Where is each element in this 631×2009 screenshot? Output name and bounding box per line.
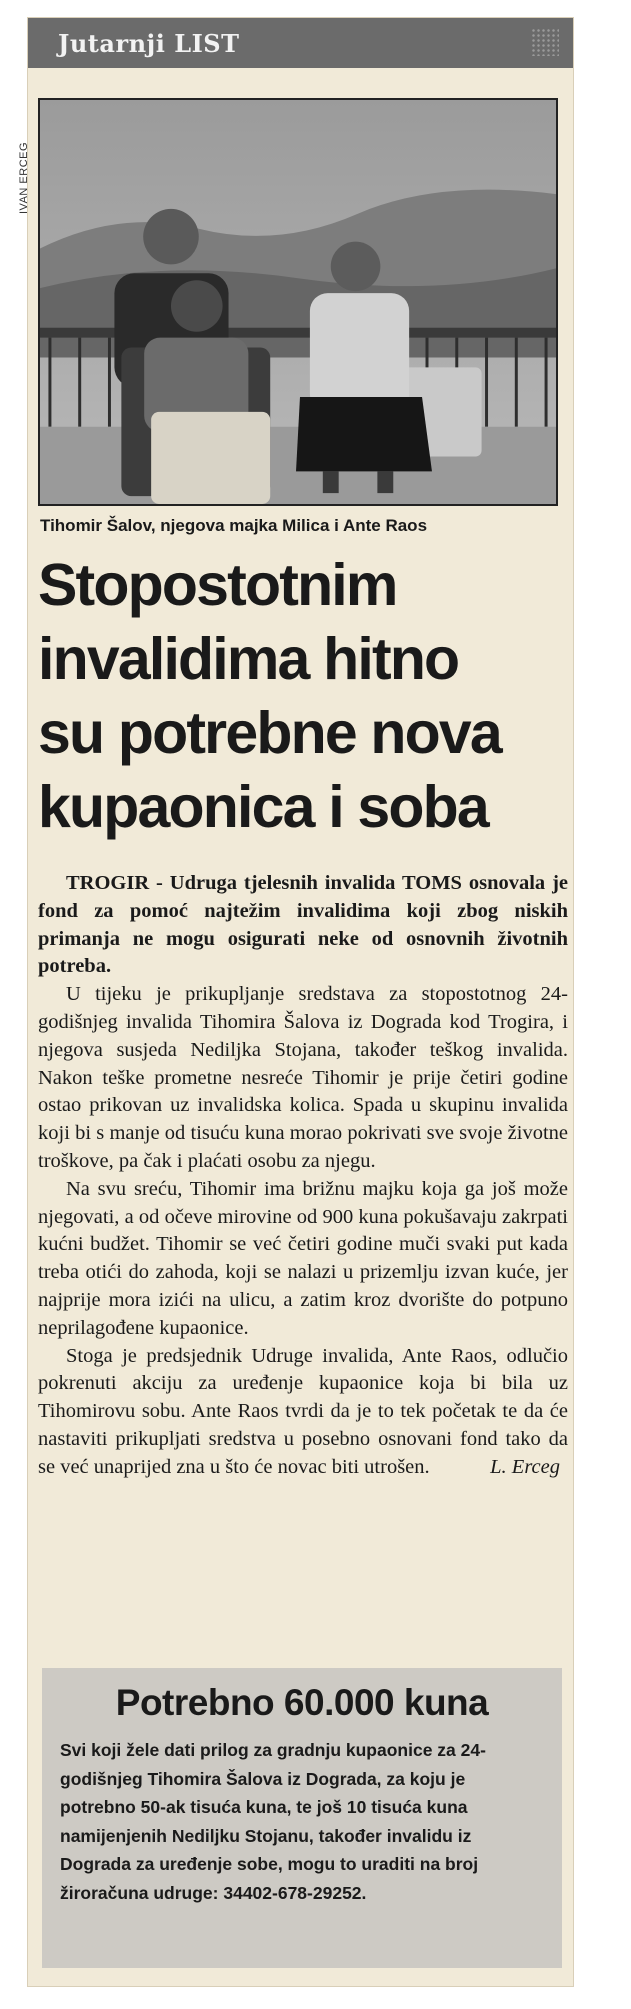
news-photo (38, 98, 558, 506)
headline-line: su potrebne nova (38, 700, 501, 766)
photo-credit-text: IVAN ERCEG (18, 141, 30, 214)
article-lead: TROGIR - Udruga tjelesnih invalida TOMS osnovala je fond za pomoć najtežim invalidima koji zbog niskih primanja ne mogu osigurati neke od osnovnih životnih potreba. (38, 872, 568, 978)
donation-box (42, 1668, 562, 1968)
photo-caption: Tihomir Šalov, njegova majka Milica i Ante Raos (40, 516, 428, 535)
donation-box-text: Svi koji žele dati prilog za gradnju kupaonice za 24-godišnjeg Tihomira Šalova iz Dograda, za koju je potrebno 50-ak tisuća kuna, te još 10 tisuća kuna namijenjenih Nediljku Stojanu, također invalidu iz Dograda za uređenje sobe, mogu to uraditi na broj žiroračuna udruge: 34402-678-29252. (60, 1740, 486, 1903)
news-photo-image (40, 100, 556, 504)
article-paragraph: Stoga je predsjednik Udruge invalida, Ante Raos, odlučio pokrenuti akciju za uređenje kupaonice koja bi bila uz Tihomirovu sobu. Ante Raos tvrdi da je to tek početak te da će nastaviti prikupljati sredstva u posebno osnovani fond tako da se već unaprijed zna u što će novac biti utrošen. (38, 1344, 568, 1478)
article-paragraph: U tijeku je prikupljanje sredstava za stopostotnog 24-godišnjeg invalida Tihomira Šalova iz Dograda kod Trogira, i njegova susjeda Nediljka Stojana, također teškog invalida. Nakon teške prometne nesreće Tihomir je prije četiri godine ostao prikovan uz invalidska kolica. Spada u skupinu invalida koji bi s manje od tisuću kuna morao pokrivati sve svoje životne troškove, pa čak i plaćati osobu za njegu. (38, 983, 568, 1172)
article-byline: L. Erceg (490, 1455, 560, 1478)
masthead (28, 18, 573, 68)
donation-box-title: Potrebno 60.000 kuna (115, 1682, 489, 1723)
headline-line: kupaonica i soba (38, 774, 488, 840)
masthead-dot-pattern (531, 28, 559, 56)
headline (38, 548, 578, 844)
headline-line: Stopostotnim (38, 552, 397, 618)
article-paragraph: Na svu sreću, Tihomir ima brižnu majku koja ga još može njegovati, a od očeve mirovine od 900 kuna pokušavaju zakrpati kućni budžet. Tihomir se već četiri godine muči svaki put kada treba otići do zahoda, koji se nalazi u prizemlju izvan kuće, jer najprije mora izići na ulicu, a zatim kroz dvorište do potpuno neprilagođene kupaonice. (38, 1177, 568, 1339)
photo-credit (16, 104, 36, 214)
masthead-title: Jutarnji LIST (58, 29, 240, 58)
headline-line: invalidima hitno (38, 626, 459, 692)
article-body (38, 870, 568, 1482)
